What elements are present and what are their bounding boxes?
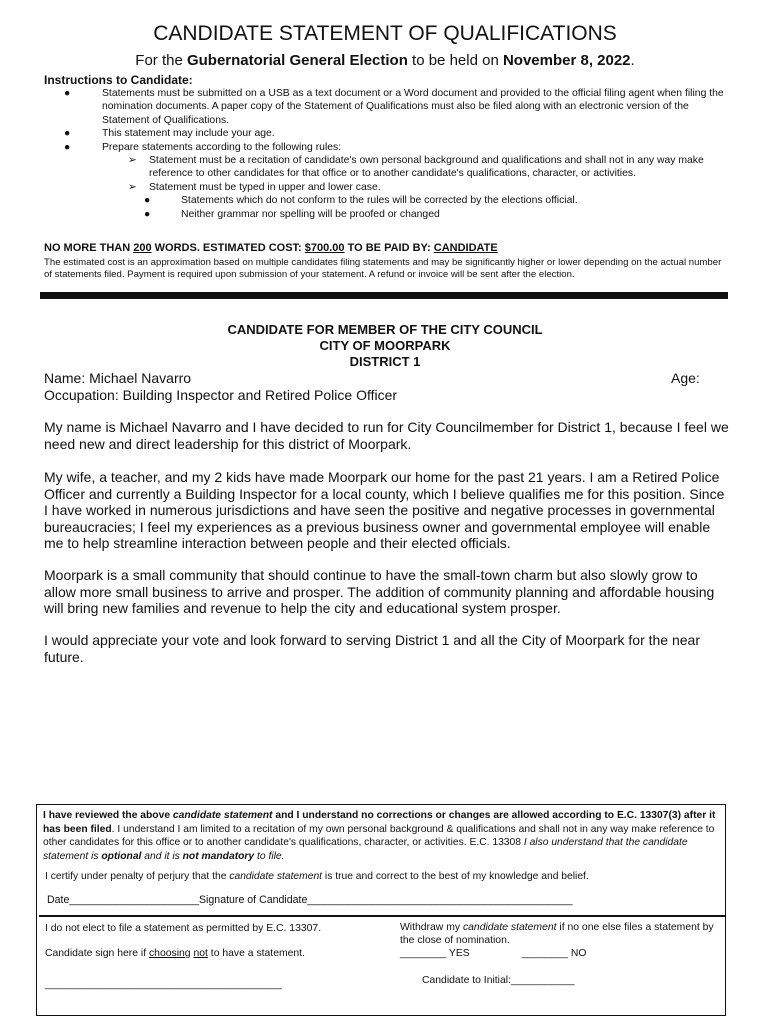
cert-text: Candidate sign here if bbox=[45, 948, 149, 959]
cert-text: I also understand that the candidate statement is bbox=[43, 837, 688, 862]
certification-text bbox=[43, 809, 723, 863]
instruction-item bbox=[44, 141, 724, 154]
limit-prefix: NO MORE THAN bbox=[44, 242, 134, 254]
rule-item bbox=[44, 154, 724, 181]
cert-text: candidate statement bbox=[172, 810, 273, 821]
sign-here-text bbox=[45, 948, 305, 959]
subrule-text: Neither grammar nor spelling will be proofed or changed bbox=[181, 208, 440, 220]
arrow-bullet-icon: ➢ bbox=[128, 181, 137, 193]
cost-note: The estimated cost is an approximation based on multiple candidates filing statements and may be significantly higher or lower depending on the actual number of statements filed. Payment is required upon submission of your statement. A refund or invoice will be sent after the election. bbox=[44, 257, 722, 280]
election-date: November 8, 2022 bbox=[502, 52, 631, 69]
cert-text: I have reviewed the above bbox=[43, 810, 173, 821]
statement-paragraph: My name is Michael Navarro and I have decided to run for City Councilmember for District 1, because I feel we need new and direct leadership for this district of Moorpark. bbox=[44, 419, 729, 452]
candidate-age: Age: bbox=[671, 370, 700, 386]
election-name: Gubernatorial General Election bbox=[186, 52, 408, 69]
bullet-icon: ● bbox=[64, 128, 71, 140]
cert-text: candidate statement bbox=[462, 922, 557, 933]
rule-text: Statement must be a recitation of candidate's own personal background and qualifications and shall not in any way make reference to other candidates for that office or to another candidate's qualifications, character, or activities. bbox=[149, 155, 704, 180]
page-title: CANDIDATE STATEMENT OF QUALIFICATIONS bbox=[153, 22, 617, 45]
cert-text: I certify under penalty of perjury that the bbox=[45, 871, 230, 882]
instruction-text: This statement may include your age. bbox=[102, 128, 275, 140]
rule-item bbox=[44, 181, 724, 194]
subtitle-post: . bbox=[630, 52, 635, 69]
rule-text: Statement must be typed in upper and lower case. bbox=[149, 181, 381, 193]
instruction-text: Statements must be submitted on a USB as a text document or a Word document and provided to the official filing agent when filing the nomination documents. A paper copy of the Statement of Qualifications must also be filed along with an electronic version of the Statement of Qualifications. bbox=[102, 88, 724, 126]
elect-not-text: I do not elect to file a statement as permitted by E.C. 13307. bbox=[45, 923, 322, 934]
section-divider bbox=[40, 292, 728, 299]
payer: CANDIDATE bbox=[433, 242, 498, 254]
word-limit-line bbox=[44, 242, 498, 254]
limit-mid: TO BE PAID BY: bbox=[344, 242, 434, 254]
office-heading bbox=[0, 322, 770, 370]
cert-text: and I understand no corrections or changes are allowed according to E.C. 13307(3) after it has been filed bbox=[43, 810, 716, 835]
certification-box bbox=[36, 804, 726, 1016]
cert-text: is true and correct to the best of my knowledge and belief. bbox=[322, 871, 589, 882]
word-count: 200 bbox=[133, 242, 152, 254]
cert-text: optional bbox=[101, 850, 142, 862]
office-line: CITY OF MOORPARK bbox=[319, 338, 451, 353]
yes-option[interactable]: ________ YES bbox=[400, 948, 470, 959]
statement-paragraph: My wife, a teacher, and my 2 kids have made Moorpark our home for the past 21 years. I am a Retired Police Officer and currently a Building Inspector for a local county, which I believe qualifies me for this position. Since I have worked in numerous jurisdictions and have seen the positive and negative processes in governmental bureaucracies; I feel my experiences as a previous business owner and governmental employee will enable me to help streamline interaction between people and their elected officials. bbox=[44, 469, 725, 552]
perjury-text bbox=[45, 871, 589, 882]
subtitle-mid: to be held on bbox=[407, 52, 503, 69]
estimated-cost: $700.00 bbox=[304, 242, 345, 254]
subtitle-pre: For the bbox=[135, 52, 187, 69]
box-divider bbox=[39, 915, 725, 917]
statement-paragraph: Moorpark is a small community that should continue to have the small-town charm but also slowly grow to allow more small business to arrive and prosper. The addition of community planning and affordable housing will bring new families and revenue to help the city and educational system prosper. bbox=[44, 567, 715, 617]
bullet-icon: ● bbox=[64, 141, 71, 153]
election-subtitle bbox=[0, 52, 770, 69]
subrule-item bbox=[44, 194, 724, 207]
cert-text: . I understand I am limited to a recitation of my own personal background & qualifications and shall not in any way make reference to other candidates for this office or to another candidate's qualifications, character, or activities. E.C. 13308 bbox=[43, 823, 715, 848]
yes-no-options bbox=[400, 948, 586, 959]
cert-text: to file. bbox=[254, 850, 285, 862]
no-option[interactable]: ________ NO bbox=[521, 948, 587, 959]
cert-text: not bbox=[193, 948, 208, 959]
bullet-icon: ● bbox=[144, 208, 151, 220]
initial-line[interactable]: Candidate to Initial:___________ bbox=[422, 975, 575, 986]
subrule-text: Statements which do not conform to the rules will be corrected by the elections official. bbox=[181, 195, 578, 207]
bullet-icon: ● bbox=[144, 195, 151, 207]
statement-paragraph: I would appreciate your vote and look forward to serving District 1 and all the City of Moorpark for the near future. bbox=[44, 632, 700, 665]
instruction-text: Prepare statements according to the following rules: bbox=[102, 141, 342, 153]
candidate-name: Name: Michael Navarro bbox=[44, 370, 192, 386]
instructions-list bbox=[44, 87, 724, 221]
signature-line[interactable]: _________________________________________ bbox=[45, 979, 282, 990]
cert-text: and it is bbox=[141, 850, 183, 862]
office-line: DISTRICT 1 bbox=[349, 354, 421, 369]
date-signature-line[interactable]: Date______________________Signature of Candidate_____________________________________________ bbox=[47, 894, 573, 906]
office-line: CANDIDATE FOR MEMBER OF THE CITY COUNCIL bbox=[227, 322, 543, 337]
instruction-item bbox=[44, 127, 724, 140]
limit-mid: WORDS. ESTIMATED COST: bbox=[151, 242, 305, 254]
cert-text: to have a statement. bbox=[207, 948, 305, 959]
cert-text: candidate statement bbox=[229, 871, 323, 882]
cert-text: not mandatory bbox=[182, 850, 255, 862]
cert-text: choosing bbox=[148, 948, 191, 959]
arrow-bullet-icon: ➢ bbox=[128, 155, 137, 167]
subrule-item bbox=[44, 208, 724, 221]
instructions-heading: Instructions to Candidate: bbox=[44, 73, 193, 87]
bullet-icon: ● bbox=[64, 88, 71, 99]
withdraw-text bbox=[400, 922, 720, 947]
cert-text: Withdraw my bbox=[400, 922, 463, 933]
instruction-item bbox=[44, 87, 724, 127]
candidate-occupation: Occupation: Building Inspector and Retired Police Officer bbox=[44, 387, 398, 403]
cert-text: if no one else files a statement by the close of nomination. bbox=[400, 922, 714, 946]
